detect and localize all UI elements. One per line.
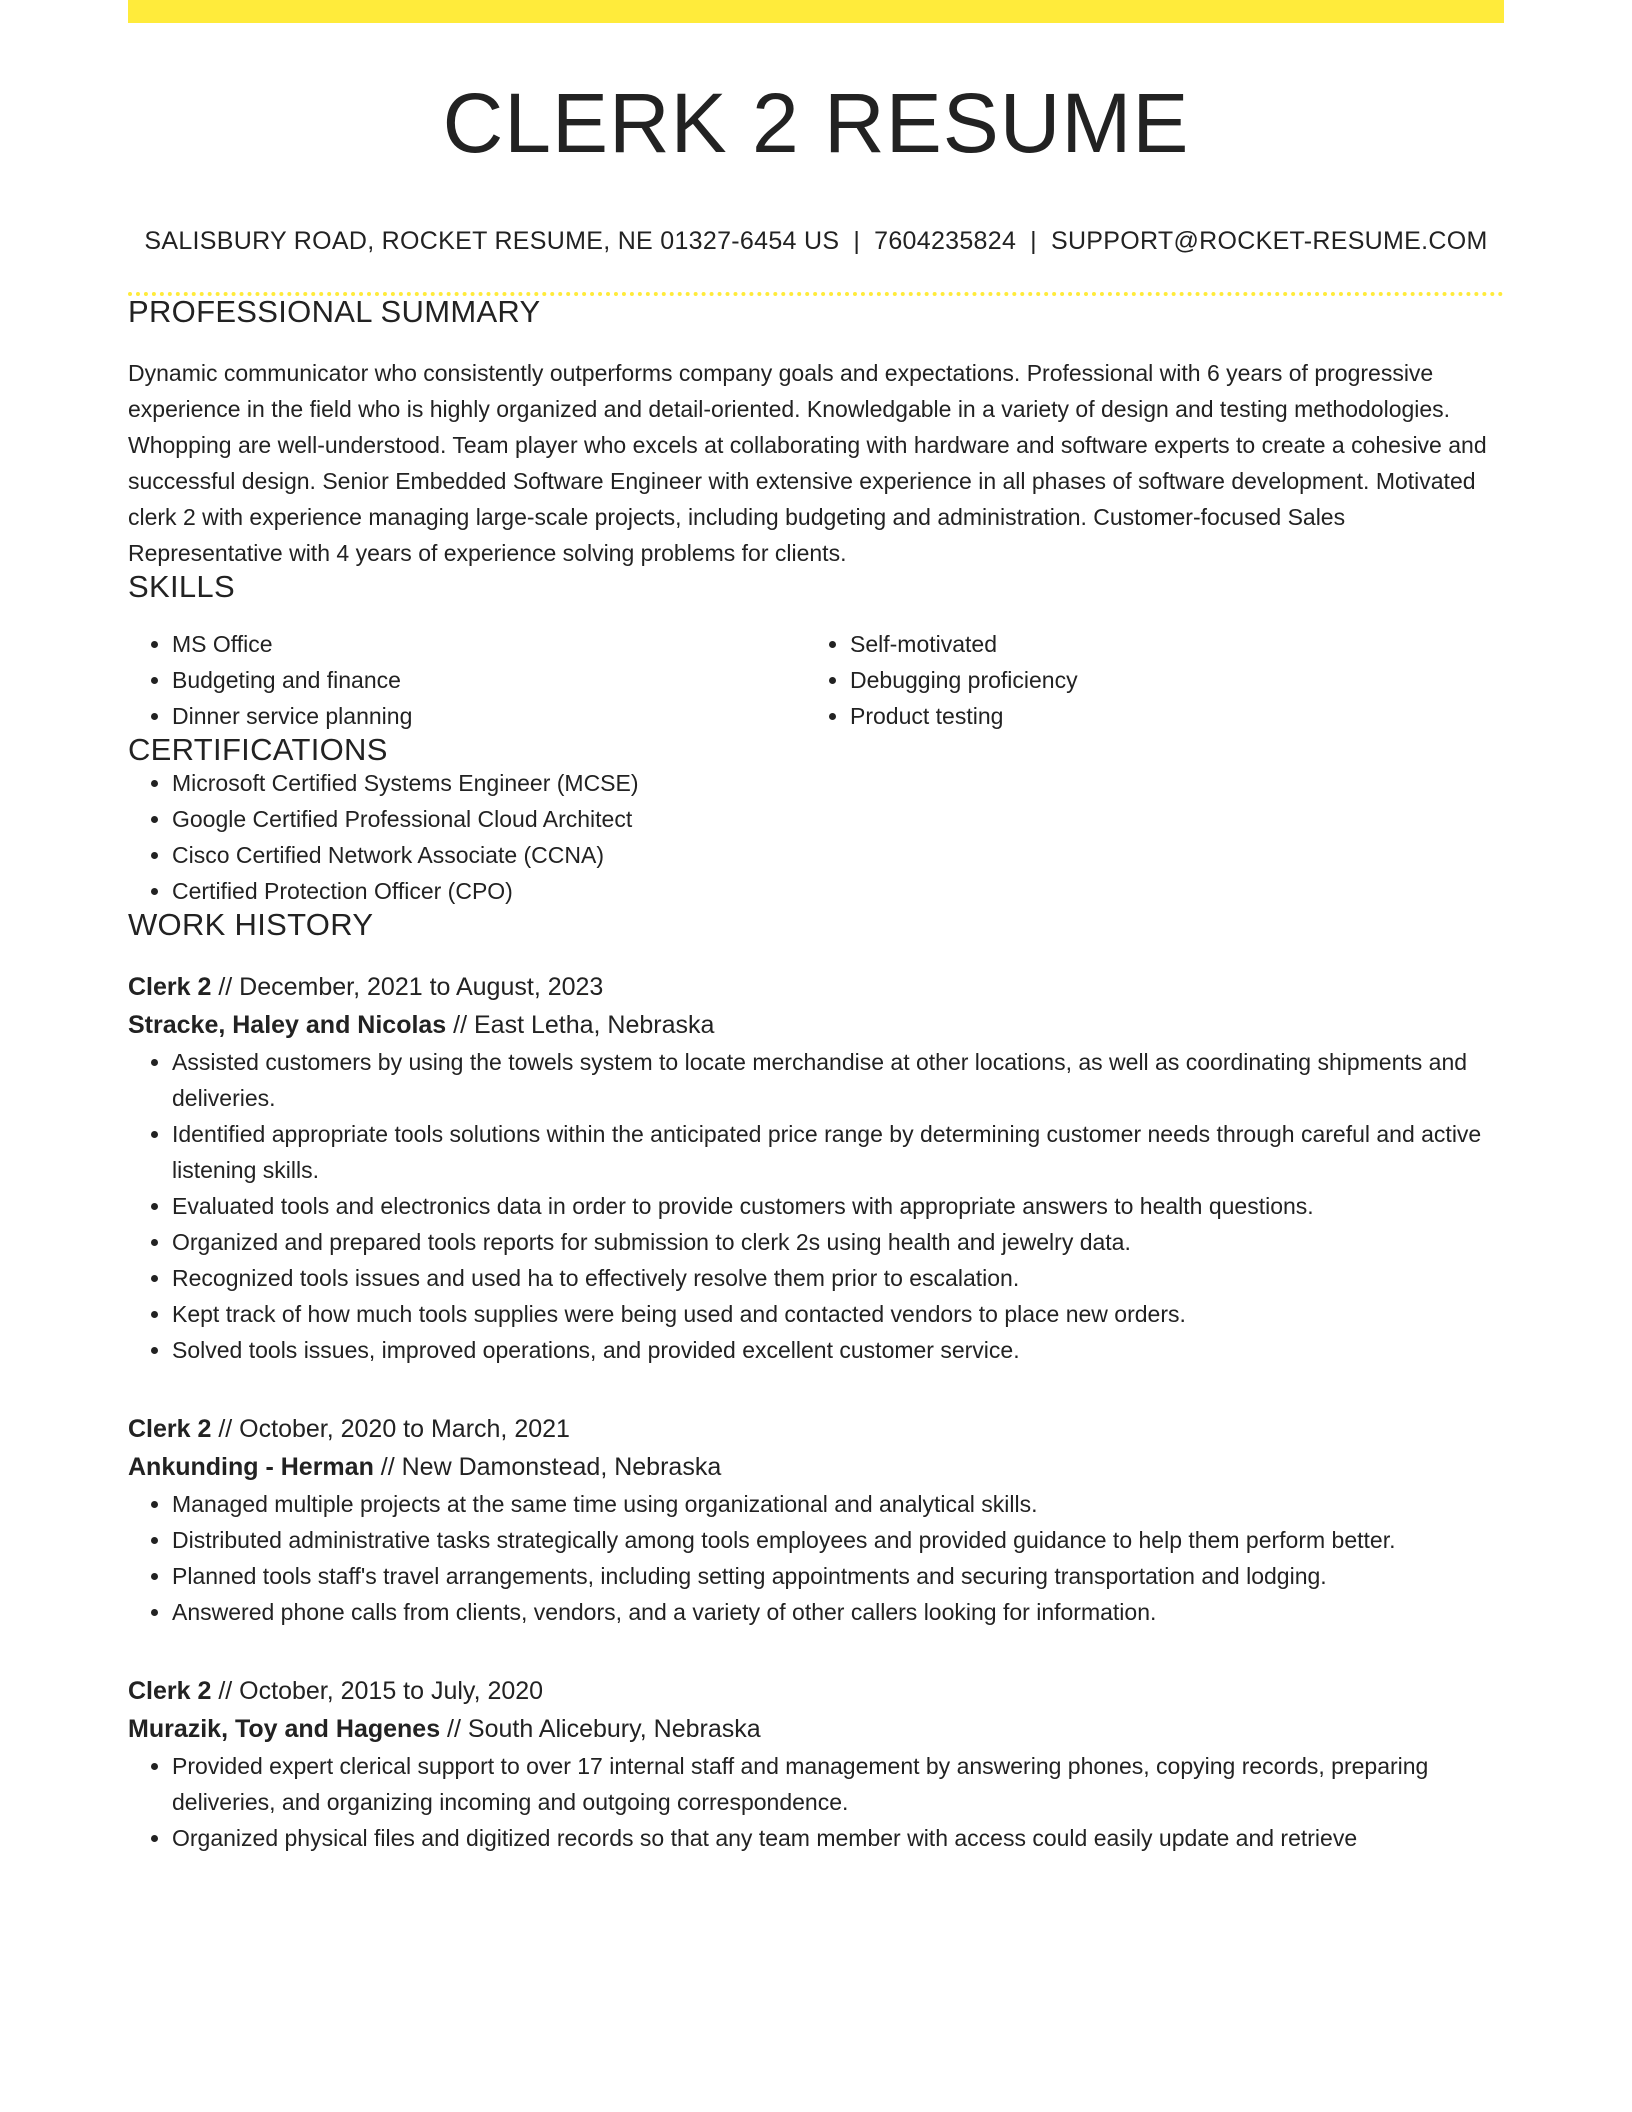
job-role-line <box>128 968 1504 1006</box>
job-bullet: • Solved tools issues, improved operations, and provided excellent customer service. <box>172 1332 1504 1368</box>
job-dates: // October, 2020 to March, 2021 <box>211 1415 570 1443</box>
skills-column-right <box>806 626 1484 734</box>
job-bullet: • Recognized tools issues and used ha to effectively resolve them prior to escalation. <box>172 1260 1504 1296</box>
job-dates: // December, 2021 to August, 2023 <box>211 973 604 1001</box>
certification-item: • Microsoft Certified Systems Engineer (MCSE) <box>172 765 1504 801</box>
summary-heading: PROFESSIONAL SUMMARY <box>128 294 541 329</box>
job-bullet: • Kept track of how much tools supplies were being used and contacted vendors to place new orders. <box>172 1296 1504 1332</box>
job-bullet: • Organized physical files and digitized records so that any team member with access could easily update and retrieve <box>172 1820 1504 1856</box>
job-bullet: • Assisted customers by using the towels system to locate merchandise at other locations, as well as coordinating shipments and deliveries. <box>172 1044 1504 1116</box>
job-role-line <box>128 1410 1504 1448</box>
certification-item: • Cisco Certified Network Associate (CCNA) <box>172 837 1504 873</box>
skills-list-left <box>128 626 806 734</box>
skill-item: • Self-motivated <box>850 626 1484 662</box>
job-location: // New Damonstead, Nebraska <box>373 1453 722 1481</box>
job-role: Clerk 2 <box>128 1677 212 1705</box>
job-role-line <box>128 1672 1504 1710</box>
skill-item: • MS Office <box>172 626 806 662</box>
certifications-heading: CERTIFICATIONS <box>128 732 388 767</box>
work-history-heading: WORK HISTORY <box>128 907 374 942</box>
certifications-list <box>128 765 1504 909</box>
job-bullet: • Distributed administrative tasks strategically among tools employees and provided guidance to help them perform better. <box>172 1522 1504 1558</box>
skill-item: • Dinner service planning <box>172 698 806 734</box>
certification-item: • Certified Protection Officer (CPO) <box>172 873 1504 909</box>
skills-column-left <box>128 626 806 734</box>
job-company: Ankunding - Herman <box>128 1453 374 1481</box>
certification-item: • Google Certified Professional Cloud Architect <box>172 801 1504 837</box>
skills-list-right <box>806 626 1484 734</box>
job-location: // South Alicebury, Nebraska <box>440 1715 761 1743</box>
contact-address: SALISBURY ROAD, ROCKET RESUME, NE 01327-6454 US <box>144 227 840 255</box>
job-bullet: • Managed multiple projects at the same time using organizational and analytical skills. <box>172 1486 1504 1522</box>
job-entry <box>128 1672 1504 1856</box>
job-company-line <box>128 1448 1504 1486</box>
job-company-line <box>128 1006 1504 1044</box>
accent-top-bar <box>128 0 1504 23</box>
job-company: Stracke, Haley and Nicolas <box>128 1011 447 1039</box>
job-bullet: • Answered phone calls from clients, vendors, and a variety of other callers looking for information. <box>172 1594 1504 1630</box>
contact-email: SUPPORT@ROCKET-RESUME.COM <box>1050 227 1488 255</box>
job-entry <box>128 1410 1504 1630</box>
job-bullet: • Organized and prepared tools reports for submission to clerk 2s using health and jewelry data. <box>172 1224 1504 1260</box>
job-role: Clerk 2 <box>128 973 212 1001</box>
contact-separator: | <box>1030 227 1037 255</box>
skill-item: • Budgeting and finance <box>172 662 806 698</box>
job-bullet: • Evaluated tools and electronics data in order to provide customers with appropriate answers to health questions. <box>172 1188 1504 1224</box>
contact-separator: | <box>853 227 861 255</box>
job-bullet-list <box>128 1486 1504 1630</box>
job-bullet: • Planned tools staff's travel arrangements, including setting appointments and securing transportation and lodging. <box>172 1558 1504 1594</box>
job-location: // East Letha, Nebraska <box>446 1011 715 1039</box>
resume-page <box>128 0 1504 1856</box>
contact-line <box>128 226 1504 256</box>
job-company-line <box>128 1710 1504 1748</box>
resume-name-heading: CLERK 2 RESUME <box>442 76 1190 170</box>
skills-heading: SKILLS <box>128 569 235 604</box>
summary-text: Dynamic communicator who consistently outperforms company goals and expectations. Professional with 6 years of progressive experience in the field who is highly organized and detail-oriented. Knowledgable in a variety of design and testing methodologies. Whopping are well-understood. Team player who excels at collaborating with hardware and software experts to create a cohesive and successful design. Senior Embedded Software Engineer with extensive experience in all phases of software development. Motivated clerk 2 with experience managing large-scale projects, including budgeting and administration. Customer-focused Sales Representative with 4 years of experience solving problems for clients. <box>128 360 1487 566</box>
job-entry <box>128 968 1504 1368</box>
job-bullet: • Identified appropriate tools solutions within the anticipated price range by determining customer needs through careful and active listening skills. <box>172 1116 1504 1188</box>
job-bullet-list <box>128 1044 1504 1368</box>
skill-item: • Debugging proficiency <box>850 662 1484 698</box>
job-role: Clerk 2 <box>128 1415 212 1443</box>
contact-phone: 7604235824 <box>874 227 1017 255</box>
job-bullet: • Provided expert clerical support to over 17 internal staff and management by answering phones, copying records, preparing deliveries, and organizing incoming and outgoing correspondence. <box>172 1748 1504 1820</box>
job-bullet-list <box>128 1748 1504 1856</box>
skill-item: • Product testing <box>850 698 1484 734</box>
skills-grid <box>128 626 1504 734</box>
job-dates: // October, 2015 to July, 2020 <box>211 1677 544 1705</box>
job-company: Murazik, Toy and Hagenes <box>128 1715 441 1743</box>
